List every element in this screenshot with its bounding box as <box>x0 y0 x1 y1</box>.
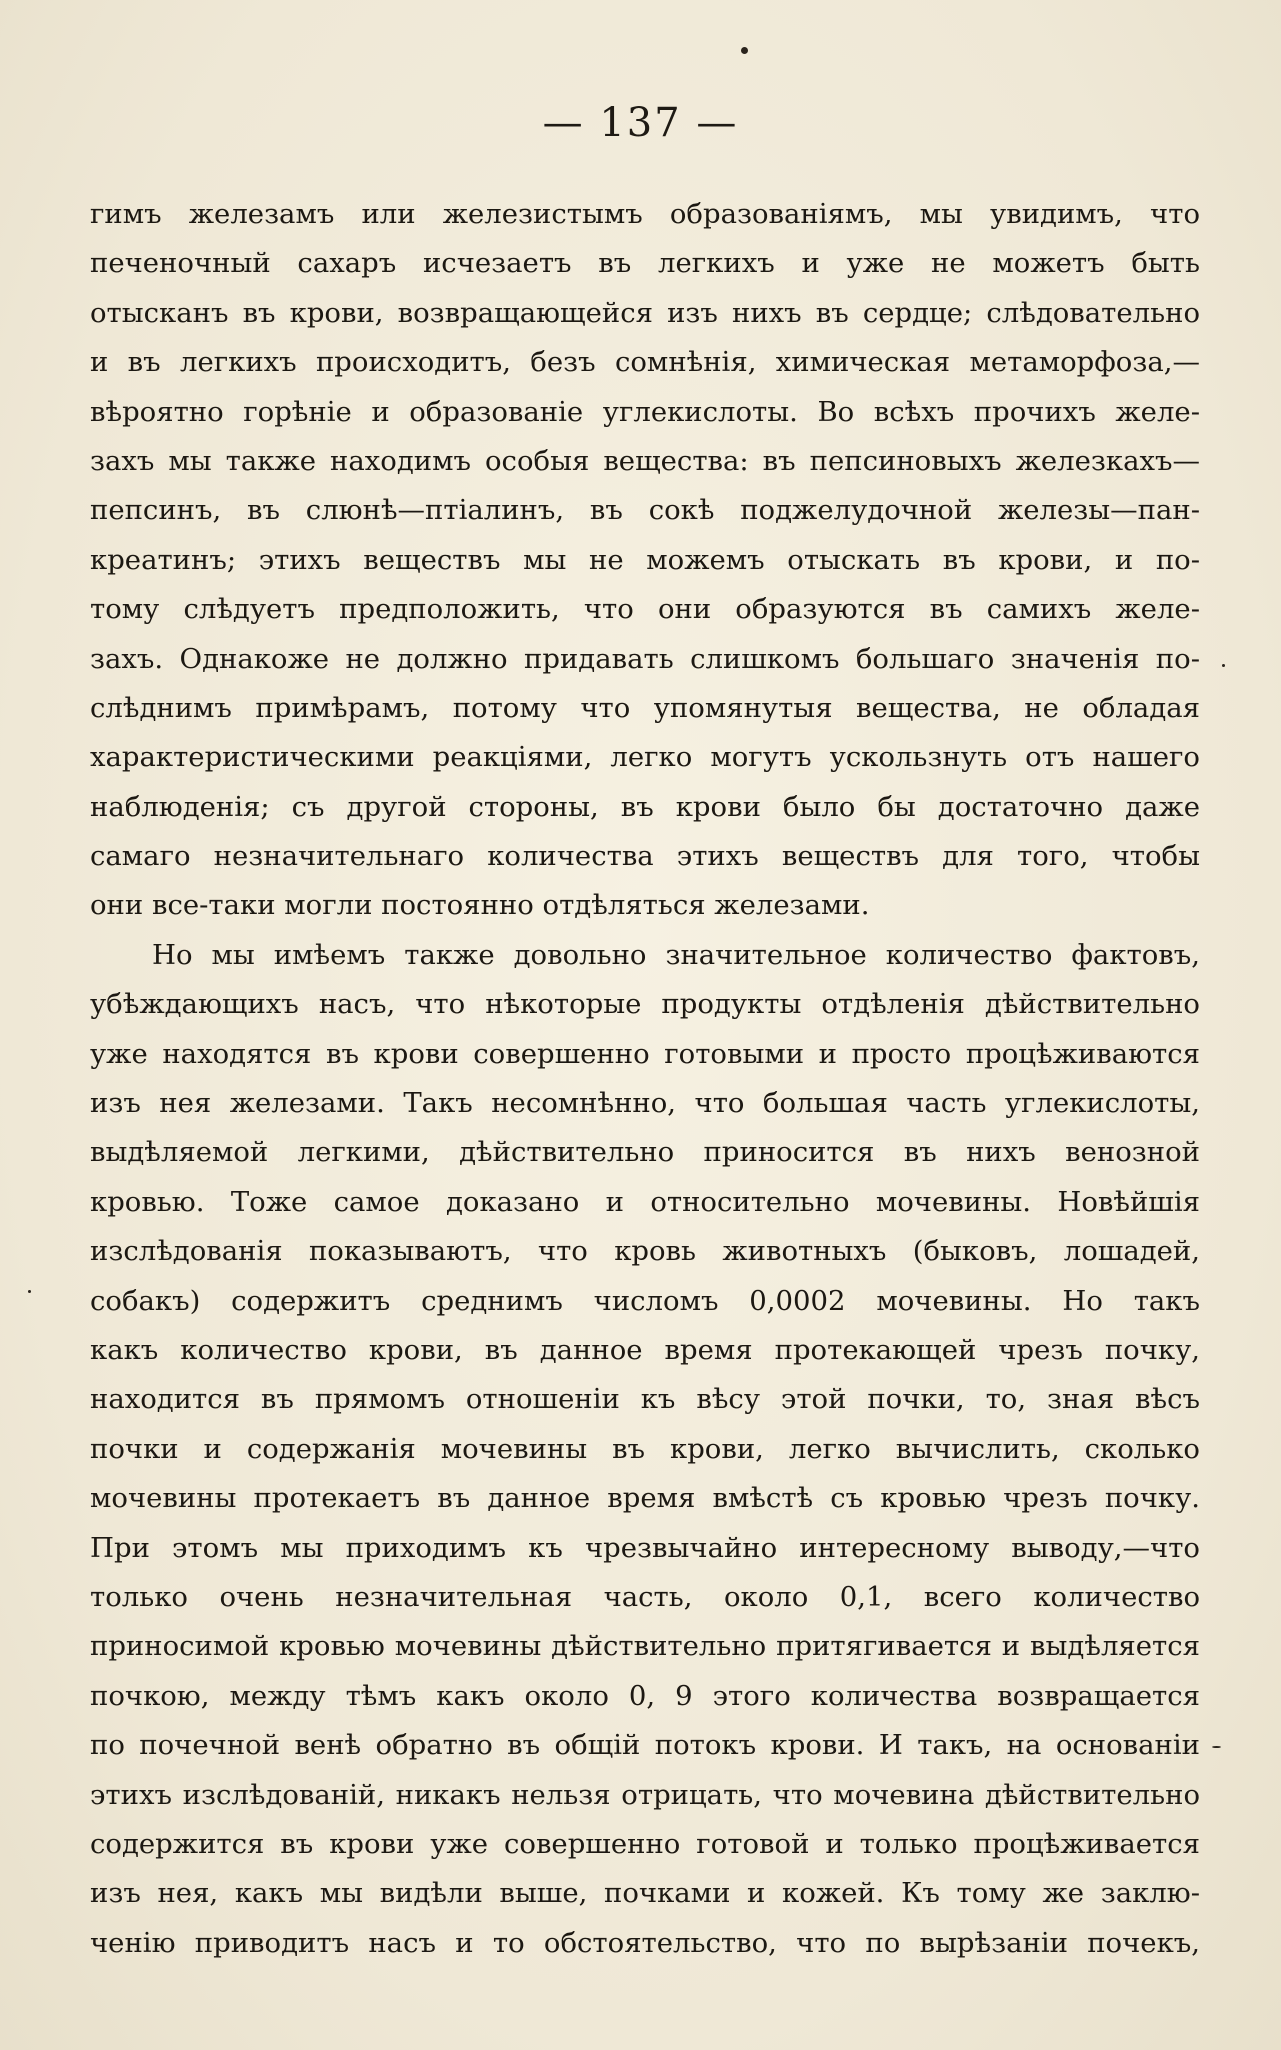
text-line: захъ. Однакоже не должно придавать слишкомъ большаго значенiя по- <box>90 642 1200 675</box>
text-line: почкою, между тѣмъ какъ около 0, 9 этого количества возвращается <box>90 1679 1200 1712</box>
text-line: печеночный сахаръ исчезаетъ въ легкихъ и уже не можетъ быть <box>90 247 1200 280</box>
text-line: уже находятся въ крови совершенно готовыми и просто процѣживаются <box>90 1037 1200 1070</box>
text-line: какъ количество крови, въ данное время протекающей чрезъ почку, <box>90 1333 1200 1366</box>
text-line: отысканъ въ крови, возвращающейся изъ нихъ въ сердце; слѣдовательно <box>90 296 1200 329</box>
text-line: кровью. Тоже самое доказано и относительно мочевины. Новѣйшiя <box>90 1185 1200 1218</box>
body-text <box>90 190 1200 1968</box>
text-line: вѣроятно горѣнiе и образованiе углекислоты. Во всѣхъ прочихъ желе- <box>90 395 1200 428</box>
text-line: Но мы имѣемъ также довольно значительное количество фактовъ, <box>152 938 1200 971</box>
text-line: наблюденiя; съ другой стороны, въ крови было бы достаточно даже <box>90 790 1200 823</box>
text-line: по почечной венѣ обратно въ общiй потокъ крови. И такъ, на основанiи <box>90 1729 1200 1762</box>
text-line: почки и содержанiя мочевины въ крови, легко вычислить, сколько <box>90 1432 1200 1465</box>
text-line: изслѣдованiя показываютъ, что кровь животныхъ (быковъ, лошадей, <box>90 1235 1200 1268</box>
text-line: характеристическими реакцiями, легко могутъ ускользнуть отъ нашего <box>90 741 1200 774</box>
text-line: только очень незначительная часть, около 0,1, всего количество <box>90 1580 1200 1613</box>
print-speck <box>741 47 748 54</box>
text-line: мочевины протекаетъ въ данное время вмѣстѣ съ кровью чрезъ почку. <box>90 1482 1200 1515</box>
text-line: слѣднимъ примѣрамъ, потому что упомянутыя вещества, не обладая <box>90 691 1200 724</box>
print-speck <box>1222 664 1225 667</box>
print-speck <box>1212 1746 1221 1748</box>
text-line: гимъ железамъ или железистымъ образованiямъ, мы увидимъ, что <box>90 198 1200 230</box>
text-line: содержится въ крови уже совершенно готовой и только процѣживается <box>90 1827 1200 1860</box>
page-number: — 137 — <box>542 100 739 146</box>
text-line: убѣждающихъ насъ, что нѣкоторые продукты отдѣленiя дѣйствительно <box>90 988 1200 1021</box>
text-line: находится въ прямомъ отношенiи къ вѣсу этой почки, то, зная вѣсъ <box>90 1383 1200 1416</box>
text-line: изъ нея железами. Такъ несомнѣнно, что большая часть углекислоты, <box>90 1087 1200 1120</box>
text-line: они все-таки могли постоянно отдѣляться железами. <box>90 889 870 922</box>
text-line: пепсинъ, въ слюнѣ—птiалинъ, въ сокѣ поджелудочной железы—пан- <box>90 494 1200 527</box>
text-line: захъ мы также находимъ особыя вещества: въ пепсиновыхъ железкахъ— <box>90 444 1200 477</box>
text-line: приносимой кровью мочевины дѣйствительно притягивается и выдѣляется <box>90 1630 1200 1663</box>
text-line: изъ нея, какъ мы видѣли выше, почками и кожей. Къ тому же заклю- <box>90 1877 1200 1910</box>
text-line: самаго незначительнаго количества этихъ веществъ для того, чтобы <box>90 840 1200 873</box>
text-line: тому слѣдуетъ предположить, что они образуются въ самихъ желе- <box>90 593 1200 626</box>
print-speck <box>28 1290 31 1293</box>
text-line: креатинъ; этихъ веществъ мы не можемъ отыскать въ крови, и по- <box>90 543 1200 576</box>
text-line: При этомъ мы приходимъ къ чрезвычайно интересному выводу,—что <box>90 1531 1200 1564</box>
text-line: собакъ) содержитъ среднимъ числомъ 0,0002 мочевины. Но такъ <box>90 1284 1200 1317</box>
text-line: выдѣляемой легкими, дѣйствительно приносится въ нихъ венозной <box>90 1136 1200 1169</box>
text-line: и въ легкихъ происходитъ, безъ сомнѣнiя, химическая метаморфоза,— <box>90 346 1200 379</box>
text-line: этихъ изслѣдованiй, никакъ нельзя отрицать, что мочевина дѣйствительно <box>90 1778 1200 1811</box>
text-line: ченiю приводитъ насъ и то обстоятельство, что по вырѣзанiи почекъ, <box>90 1926 1200 1959</box>
